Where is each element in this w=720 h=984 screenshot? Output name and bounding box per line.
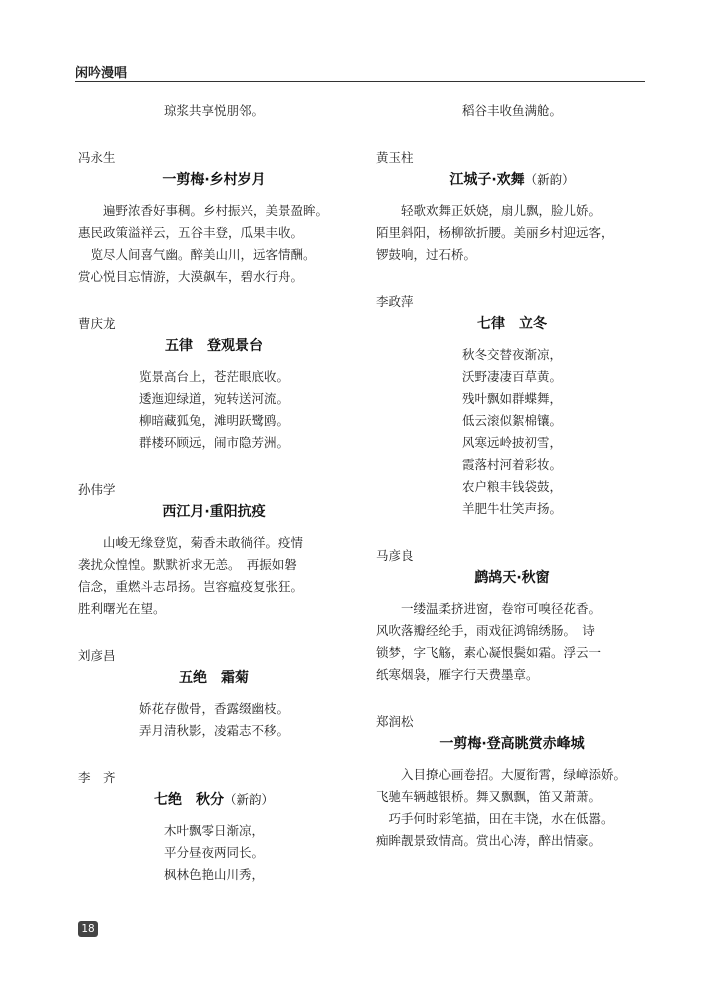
poem-section [376, 148, 648, 266]
poem-line: 羊肥牛壮笑声扬。 [461, 501, 562, 516]
poem-line: 弄月清秋影，凌霜志不移。 [138, 723, 289, 738]
continued-line: 稻谷丰收鱼满舱。 [461, 103, 562, 118]
poem-author: 冯永生 [78, 150, 116, 165]
poem-line: 霞落村河着彩妆。 [461, 457, 562, 472]
poem-title: 七律 立冬 [477, 316, 547, 332]
poem-line: 陌里斜阳，杨柳欲折腰。美丽乡村迎远客， [376, 225, 614, 240]
poem-author: 郑润松 [376, 714, 414, 729]
poem-section [376, 712, 648, 852]
poem-line: 平分昼夜两同长。 [163, 845, 264, 860]
poem-author: 孙伟学 [78, 482, 116, 497]
poem-line: 农户粮丰钱袋鼓， [461, 479, 562, 494]
poem-line: 风吹落瓣经纶手，雨戏征鸿锦绣肠。 诗 [376, 623, 595, 638]
poem-title: 鹧鸪天·秋窗 [474, 570, 550, 586]
poem-author: 曹庆龙 [78, 316, 116, 331]
poem-title: 西江月·重阳抗疫 [162, 504, 266, 520]
poem-line: 风寒远岭披初雪， [461, 435, 562, 450]
poem-title: 五绝 霜菊 [179, 670, 249, 686]
poem-line: 胜利曙光在望。 [78, 601, 166, 616]
running-header [75, 60, 645, 82]
poem-subtitle: （新韵） [223, 792, 274, 807]
poem-line: 群楼环顾远，闹市隐芳洲。 [138, 435, 289, 450]
poem-line: 枫林色艳山川秀， [163, 867, 264, 882]
poem-line: 一缕温柔挤进窗，卷帘可嗅径花香。 [401, 601, 602, 616]
poem-line: 残叶飘如群蝶舞， [461, 391, 562, 406]
poem-section [78, 768, 350, 886]
poem-line: 惠民政策溢祥云，五谷丰登，瓜果丰收。 [78, 225, 304, 240]
poem-line: 赏心悦目忘情游，大漠飙车，碧水行舟。 [78, 269, 304, 284]
poem-subtitle: （新韵） [524, 172, 575, 187]
poem-line: 木叶飘零日渐凉， [163, 823, 264, 838]
poem-author: 黄玉柱 [376, 150, 414, 165]
poem-line: 巧手何时彩笔描，田在丰饶，水在低嚣。 [388, 811, 614, 826]
poem-line: 锣鼓响，过石桥。 [376, 247, 477, 262]
poem-line: 遍野浓香好事稠。乡村振兴，美景盈眸。 [103, 203, 329, 218]
poem-line: 柳暗藏狐兔，滩明跃鹭鸥。 [138, 413, 289, 428]
right-column [376, 100, 648, 852]
page-number: 18 [78, 921, 98, 937]
poem-section [78, 480, 350, 620]
poem-title: 五律 登观景台 [165, 338, 263, 354]
poem-author: 李 齐 [78, 770, 116, 785]
poem-title-text: 七绝 秋分 [153, 792, 224, 808]
poem-section [78, 646, 350, 742]
poem-title: 一剪梅·登高眺赏赤峰城 [439, 736, 585, 752]
poem-line: 娇花存傲骨，香露缀幽枝。 [138, 701, 289, 716]
poem-line: 览景高台上，苍茫眼底收。 [138, 369, 289, 384]
poem-line: 痴眸靓景致情高。赏出心涛，醉出情豪。 [376, 833, 602, 848]
poem-title: 一剪梅·乡村岁月 [162, 172, 266, 188]
poem-title-text: 江城子·欢舞 [449, 172, 525, 188]
poem-line: 锁梦，字飞觞，素心凝恨鬓如霜。浮云一 [376, 645, 602, 660]
poem-title [376, 168, 648, 192]
poem-line: 信念，重燃斗志昂扬。岂容瘟疫复张狂。 [78, 579, 304, 594]
poem-section [376, 546, 648, 686]
poem-line: 入目撩心画卷招。大厦衔霄，绿嶂添娇。 [401, 767, 627, 782]
continued-line: 琼浆共享悦朋邻。 [163, 103, 264, 118]
poem-author: 马彦良 [376, 548, 414, 563]
poem-line: 山峻无缘登览，菊香未敢徜徉。疫情 [103, 535, 304, 550]
poem-section [78, 148, 350, 288]
poem-line: 沃野凄凄百草黄。 [461, 369, 562, 384]
poem-line: 低云滚似絮棉镶。 [461, 413, 562, 428]
section-title: 闲吟漫唱 [75, 66, 128, 81]
poem-section [78, 314, 350, 454]
poem-author: 刘彦昌 [78, 648, 116, 663]
left-column [78, 100, 350, 886]
poem-line: 纸寒烟袅，雁字行天费墨章。 [376, 667, 539, 682]
poem-author: 李政萍 [376, 294, 414, 309]
poem-section [376, 292, 648, 520]
poem-line: 逶迤迎绿道，宛转送河流。 [138, 391, 289, 406]
poem-line: 飞驰车辆越银桥。舞又飘飘，笛又萧萧。 [376, 789, 602, 804]
poem-line: 袭扰众惶惶。默默祈求无恙。 再振如磐 [78, 557, 297, 572]
poem-line: 轻歌欢舞正妖娆，扇儿飘，脸儿娇。 [401, 203, 602, 218]
poem-title [78, 788, 350, 812]
poem-line: 秋冬交替夜渐凉， [461, 347, 562, 362]
poem-line: 览尽人间喜气幽。醉美山川，远客情酬。 [90, 247, 316, 262]
